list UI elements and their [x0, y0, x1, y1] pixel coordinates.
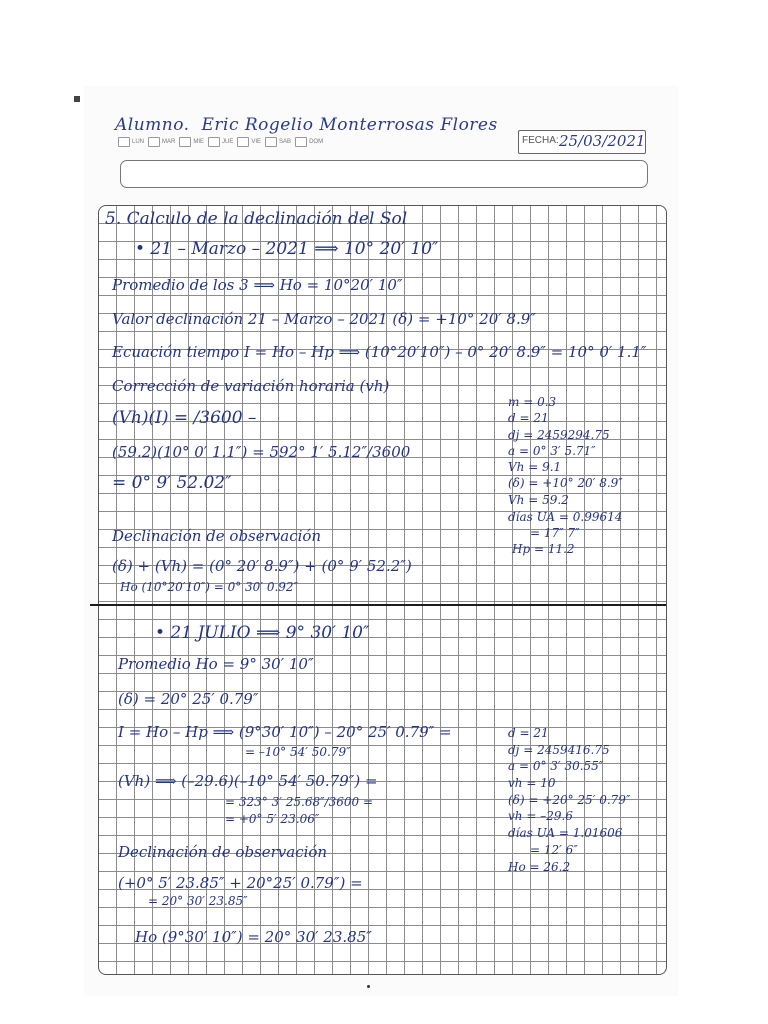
s2-side-dias-ua: días UA = 1.01606: [508, 826, 623, 840]
day-mie: MIE: [179, 137, 204, 147]
fecha-label: FECHA:: [522, 135, 559, 146]
s1-declinacion-obs: Declinación de observación: [112, 527, 322, 545]
day-jue: JUE: [208, 137, 233, 147]
s1-side-m: m = 0.3: [508, 395, 557, 409]
s1-obs-result: Ho (10°20′10″) = 0° 30′ 0.92″: [120, 580, 299, 594]
alumno-label: Alumno.: [115, 115, 190, 135]
day-lun: LUN: [118, 137, 144, 147]
s2-side-d: d = 21: [508, 726, 549, 740]
s1-side-eq: = 17″ 7″: [530, 526, 580, 540]
s2-vh-formula: (Vh) ⟹ (–29.6)(–10° 54′ 50.79″) =: [118, 772, 378, 790]
day-dom: DOM: [295, 137, 323, 147]
s1-vh-calc: (59.2)(10° 0′ 1.1″) = 592° 1′ 5.12″/3600: [112, 443, 411, 461]
s2-date-line: • 21 JULIO ⟹ 9° 30′ 10″: [155, 623, 370, 643]
s2-side-a: a = 0° 3′ 30.55″: [508, 759, 604, 773]
day-vie: VIE: [237, 137, 261, 147]
s1-obs-formula: (δ) + (Vh) = (0° 20′ 8.9″) + (0° 9′ 52.2″): [112, 557, 412, 575]
s2-ho-result: Ho (9°30′ 10″) = 20° 30′ 23.85″: [135, 928, 372, 946]
s2-i-formula: I = Ho – Hp ⟹ (9°30′ 10″) – 20° 25′ 0.79″ =: [118, 723, 452, 741]
s1-side-delta: (δ) = +10° 20′ 8.9″: [508, 476, 623, 490]
s1-side-vh: Vh = 9.1: [508, 460, 562, 474]
day-sab: SAB: [265, 137, 291, 147]
s1-vh-result: = 0° 9′ 52.02″: [112, 473, 232, 493]
s2-vh-step: = 323° 3′ 25.68″/3600 =: [225, 795, 374, 809]
s2-side-delta: (δ) = +20° 25′ 0.79″: [508, 793, 631, 807]
checkbox-icon: [237, 137, 249, 147]
weekday-checkboxes: [118, 137, 323, 147]
s1-side-a: a = 0° 3′ 5.71″: [508, 444, 596, 458]
section-title: 5. Calculo de la declinación del Sol: [105, 209, 408, 229]
checkbox-icon: [265, 137, 277, 147]
s1-correccion: Corrección de variación horaria (vh): [112, 377, 390, 395]
s2-declinacion-obs: Declinación de observación: [118, 843, 328, 861]
alumno-name: Eric Rogelio Monterrosas Flores: [201, 115, 498, 135]
scan-edge-mark: [74, 96, 80, 102]
fecha-box: [518, 130, 646, 154]
s2-i-result: = –10° 54′ 50.79″: [245, 745, 351, 759]
s2-side-eq: = 12′ 6″: [530, 843, 578, 857]
checkbox-icon: [295, 137, 307, 147]
s1-ecuacion-tiempo: Ecuación tiempo I = Ho – Hp ⟹ (10°20′10″) – 0° 20′ 8.9″ = 10° 0′ 1.1″: [112, 343, 647, 361]
day-mar: MAR: [148, 137, 175, 147]
s1-side-hp: Hp = 11.2: [512, 542, 575, 556]
s1-vh-formula: (Vh)(I) = /3600 –: [112, 408, 257, 428]
s1-side-vh2: Vh = 59.2: [508, 493, 569, 507]
s1-side-d: d = 21: [508, 411, 549, 425]
checkbox-icon: [208, 137, 220, 147]
section-divider: [90, 604, 666, 606]
checkbox-icon: [148, 137, 160, 147]
s2-side-vh2: vh = –29.6: [508, 809, 573, 823]
s2-obs-formula: (+0° 5′ 23.85″ + 20°25′ 0.79″) =: [118, 874, 363, 892]
checkbox-icon: [179, 137, 191, 147]
subject-box: [120, 160, 648, 188]
s2-side-dj: dj = 2459416.75: [508, 743, 610, 757]
s1-promedio: Promedio de los 3 ⟹ Ho = 10°20′ 10″: [112, 276, 403, 294]
s1-side-dj: dj = 2459294.75: [508, 428, 610, 442]
footer-dot: [367, 985, 370, 988]
s1-valor-declinacion: Valor declinación 21 – Marzo – 2021 (δ) = +10° 20′ 8.9″: [112, 310, 536, 328]
s2-promedio: Promedio Ho = 9° 30′ 10″: [118, 655, 314, 673]
checkbox-icon: [118, 137, 130, 147]
fecha-value: 25/03/2021: [559, 132, 646, 150]
s2-side-ho: Ho = 26.2: [508, 860, 571, 874]
s1-side-dias-ua: días UA = 0.99614: [508, 510, 623, 524]
s2-vh-result: = +0° 5′ 23.06″: [225, 812, 320, 826]
s2-obs-result: = 20° 30′ 23.85″: [148, 894, 248, 908]
s2-side-vh: vh = 10: [508, 776, 556, 790]
s1-date-line: • 21 – Marzo – 2021 ⟹ 10° 20′ 10″: [135, 239, 439, 259]
student-name-line: [115, 115, 498, 135]
s2-delta: (δ) = 20° 25′ 0.79″: [118, 690, 259, 708]
